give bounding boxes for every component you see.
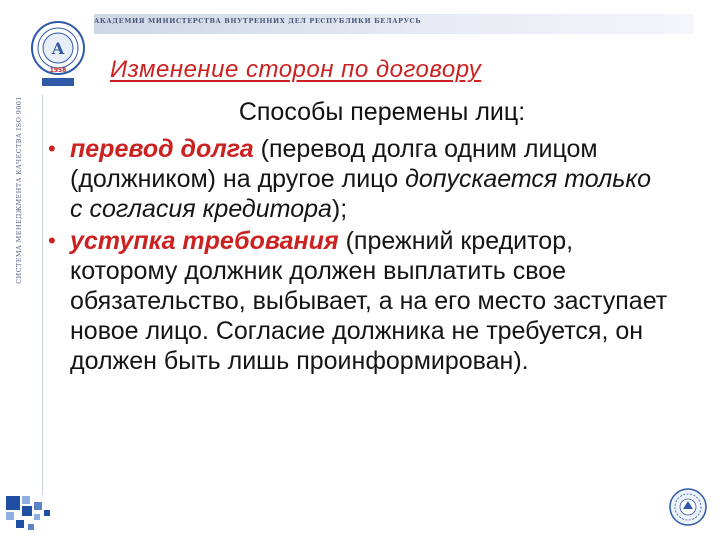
slide-title: Изменение сторон по договору <box>110 56 482 83</box>
bullet-icon: • <box>48 228 56 253</box>
academy-logo <box>28 16 88 92</box>
item-term: перевод долга <box>70 135 254 163</box>
org-name: АКАДЕМИЯ МИНИСТЕРСТВА ВНУТРЕННИХ ДЕЛ РЕСПУБЛИКИ БЕЛАРУСЬ <box>94 17 422 25</box>
item-emphasis: допускается только с согласия кредитора <box>70 165 652 223</box>
close-paren: ). <box>513 347 529 375</box>
open-paren: ( <box>345 227 354 255</box>
item-text: прежний кредитор, которому должник должен выплатить свое обязательство, выбывает, а на его место заступает новое лицо. Согласие должника не требуется, он должен быть лишь проинформирован <box>70 227 668 375</box>
list-item <box>48 134 668 224</box>
seal-icon <box>668 487 708 527</box>
pixel-squares-logo <box>0 488 60 540</box>
close-paren: ); <box>331 195 348 223</box>
svg-text:1958: 1958 <box>49 67 67 74</box>
svg-text:А: А <box>51 39 65 58</box>
list-item <box>48 226 668 376</box>
item-term: уступка требования <box>70 227 339 255</box>
slide-subtitle: Способы перемены лиц: <box>238 98 526 126</box>
open-paren: ( <box>260 135 269 163</box>
item-text: перевод долга одним лицом (должником) на другое лицо <box>70 135 598 193</box>
bullet-icon: • <box>48 136 56 161</box>
header-banner <box>94 14 694 34</box>
margin-divider <box>42 95 43 495</box>
methods-list <box>48 134 668 378</box>
quality-system-label: СИСТЕМА МЕНЕДЖМЕНТА КАЧЕСТВА ISO 9001 <box>15 96 23 284</box>
